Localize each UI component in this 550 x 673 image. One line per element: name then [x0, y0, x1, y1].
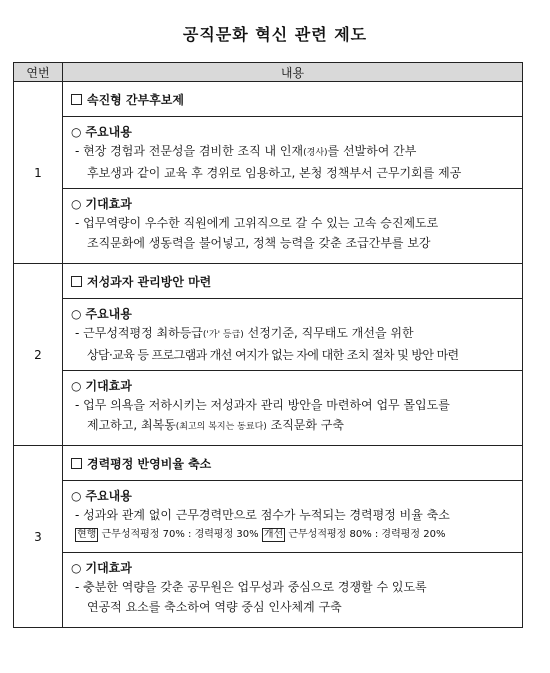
circle-bullet-icon: ○ [71, 561, 82, 575]
content-line: 를 선발하여 간부 [327, 144, 417, 158]
header-content: 내용 [63, 63, 523, 82]
content-label: 주요내용 [85, 307, 132, 321]
table-row [14, 117, 523, 189]
table-row [14, 82, 523, 117]
checkbox-square-icon [71, 94, 82, 105]
content-label: 주요내용 [85, 125, 132, 139]
table-row [14, 299, 523, 371]
row-number: 3 [14, 446, 63, 628]
table-row [14, 371, 523, 446]
row-number: 2 [14, 264, 63, 446]
content-line: - 성과와 관계 없이 근무경력만으로 점수가 누적되는 경력평정 비율 축소 [75, 508, 450, 522]
content-note: ('가' 등급) [202, 330, 244, 340]
circle-bullet-icon: ○ [71, 197, 82, 211]
content-line: 선정기준, 직무태도 개선을 위한 [243, 326, 414, 340]
current-tag: 현행 [77, 529, 97, 540]
content-line: 후보생과 같이 교육 후 경위로 임용하고, 본청 정책부서 근무기회를 제공 [87, 166, 462, 180]
effect-block [63, 189, 523, 264]
effect-line: 연공적 요소를 축소하여 역량 중심 인사체계 구축 [87, 600, 342, 614]
effect-line: - 충분한 역량을 갖춘 공무원은 업무성과 중심으로 경쟁할 수 있도록 [75, 580, 427, 594]
circle-bullet-icon: ○ [71, 379, 82, 393]
effect-block [63, 553, 523, 628]
table-row [14, 264, 523, 299]
effect-line: 제고하고, 최복동 [87, 418, 176, 432]
content-note: (경사) [303, 148, 328, 158]
row-number: 1 [14, 82, 63, 264]
heading-text: 저성과자 관리방안 마련 [87, 275, 212, 289]
page-title: 공직문화 혁신 관련 제도 [182, 25, 368, 44]
effect-label: 기대효과 [85, 197, 132, 211]
table-row [14, 481, 523, 553]
table-row [14, 553, 523, 628]
effect-line: - 업무역량이 우수한 직원에게 고위직으로 갈 수 있는 고속 승진제도로 [75, 216, 439, 230]
circle-bullet-icon: ○ [71, 125, 82, 139]
circle-bullet-icon: ○ [71, 489, 82, 503]
content-line: 상담·교육 등 프로그램과 개선 여지가 없는 자에 대한 조치 절차 및 방안 마련 [87, 348, 459, 362]
content-line: - 현장 경험과 전문성을 겸비한 조직 내 인재 [75, 144, 304, 158]
row-heading [63, 446, 523, 481]
row-heading [63, 264, 523, 299]
effect-block [63, 371, 523, 446]
content-label: 주요내용 [85, 489, 132, 503]
effect-note: (최고의 복지는 동료다) [175, 422, 267, 432]
heading-text: 경력평정 반영비율 축소 [87, 457, 212, 471]
circle-bullet-icon: ○ [71, 307, 82, 321]
content-line: 근무성적평정 70% : 경력평정 30% [98, 529, 262, 540]
content-line: - 근무성적평정 최하등급 [75, 326, 203, 340]
effect-line: 조직문화 구축 [266, 418, 344, 432]
effect-line: - 업무 의욕을 저하시키는 저성과자 관리 방안을 마련하여 업무 몰입도를 [75, 398, 450, 412]
content-line: 근무성적평정 80% : 경력평정 20% [285, 529, 446, 540]
checkbox-square-icon [71, 458, 82, 469]
main-content-block [63, 481, 523, 553]
table-row [14, 446, 523, 481]
main-content-block [63, 117, 523, 189]
improved-tag: 개선 [263, 529, 284, 540]
policy-table [13, 62, 523, 628]
effect-label: 기대효과 [85, 561, 132, 575]
row-heading [63, 82, 523, 117]
table-header-row [14, 63, 523, 82]
table-row [14, 189, 523, 264]
effect-label: 기대효과 [85, 379, 132, 393]
main-content-block [63, 299, 523, 371]
heading-text: 속진형 간부후보제 [87, 93, 184, 107]
effect-line: 조직문화에 생동력을 불어넣고, 정책 능력을 갖춘 조급간부를 보강 [87, 236, 431, 250]
checkbox-square-icon [71, 276, 82, 287]
header-number: 연번 [14, 63, 63, 82]
